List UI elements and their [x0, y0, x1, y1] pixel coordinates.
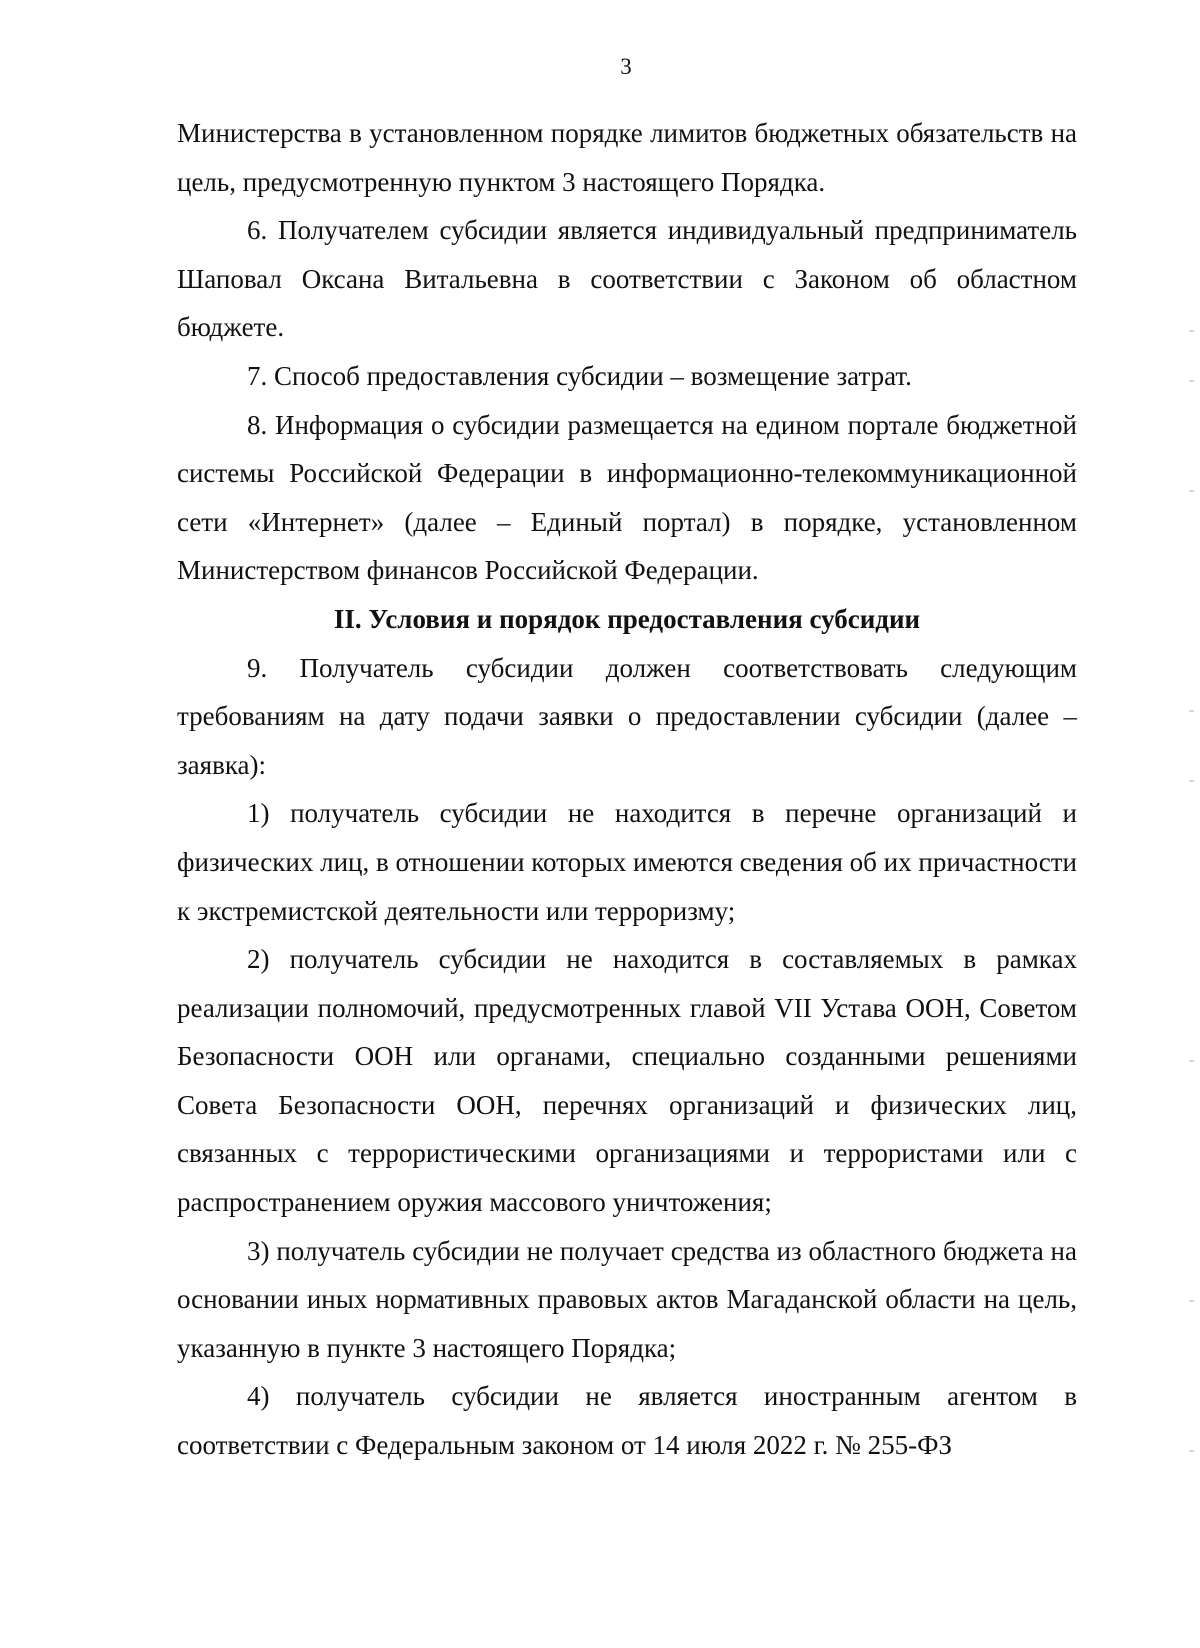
list-item-3: 3) получатель субсидии не получает средства из областного бюджета на основании иных нормативных правовых актов Магаданской области на цель, указанную в пункте 3 настоящего Порядка; — [177, 1235, 1077, 1363]
paragraph-9: 9. Получатель субсидии должен соответствовать следующим требованиям на дату подачи заявки о предоставлении субсидии (далее – заявка): — [177, 652, 1077, 780]
paragraph-continuation: Министерства в установленном порядке лимитов бюджетных обязательств на цель, предусмотренную пунктом 3 настоящего Порядка. — [177, 118, 1077, 197]
section-heading: II. Условия и порядок предоставления субсидии — [333, 603, 921, 634]
paragraph-7: 7. Способ предоставления субсидии – возмещение затрат. — [247, 360, 912, 391]
scan-edge-marks — [1188, 300, 1194, 1500]
list-item-1: 1) получатель субсидии не находится в перечне организаций и физических лиц, в отношении которых имеются сведения об их причастности к экстремистской деятельности или терроризму; — [177, 798, 1077, 926]
list-item-4: 4) получатель субсидии не является иностранным агентом в соответствии с Федеральным законом от 14 июля 2022 г. № 255-ФЗ — [177, 1381, 1077, 1461]
paragraph-6: 6. Получателем субсидии является индивидуальный предприниматель Шаповал Оксана Витальевна в соответствии с Законом об областном бюджете. — [177, 215, 1077, 343]
list-item-2: 2) получатель субсидии не находится в составляемых в рамках реализации полномочий, предусмотренных главой VII Устава ООН, Советом Безопасности ООН или органами, специально созданными решениями Совета Безопасности ООН, перечнях организаций и физических лиц, связанных с террористическими организациями и террористами или с распространением оружия массового уничтожения; — [177, 944, 1077, 1218]
paragraph-8: 8. Информация о субсидии размещается на едином портале бюджетной системы Российской Федерации в информационно-телекоммуникационной сети «Интернет» (далее – Единый портал) в порядке, установленном Министерством финансов Российской Федерации. — [177, 409, 1077, 586]
page-number: 3 — [620, 54, 632, 79]
document-body — [177, 109, 1077, 1470]
